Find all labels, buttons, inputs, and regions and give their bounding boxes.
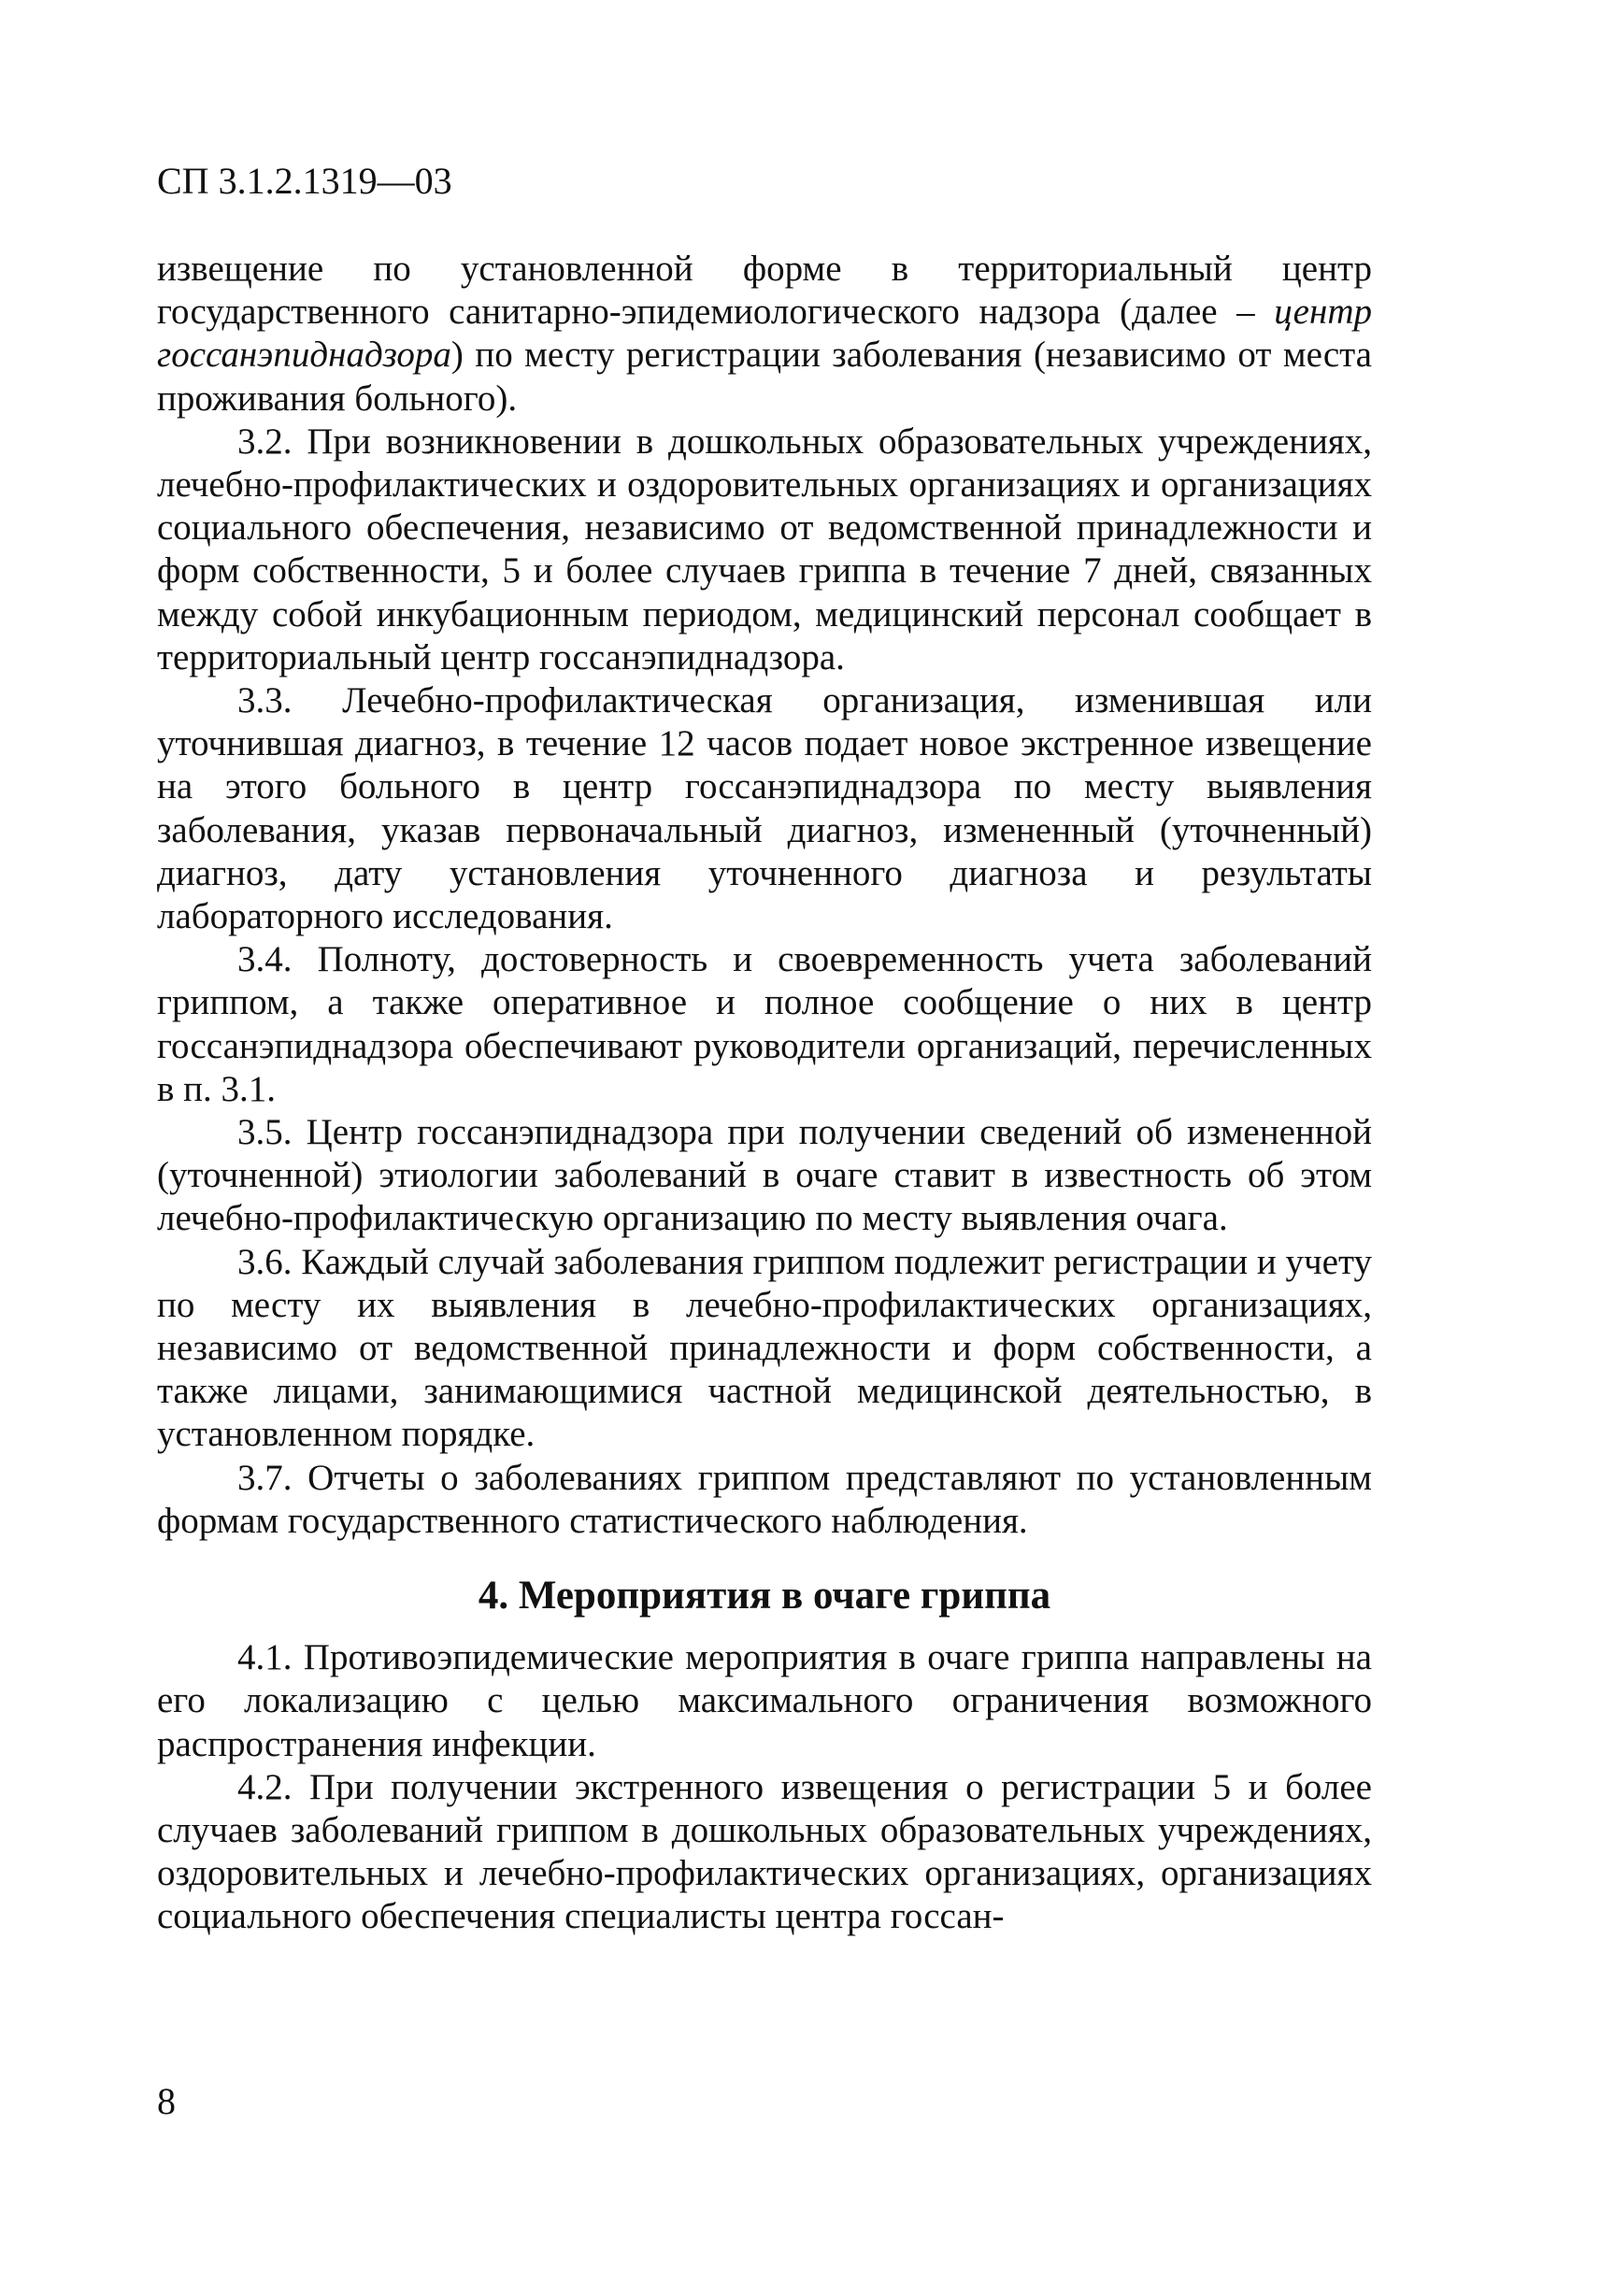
paragraph-3-7: 3.7. Отчеты о заболеваниях гриппом представляют по установленным формам государственного статистического наблюдения. [157,1457,1372,1541]
paragraph-3-6: 3.6. Каждый случай заболевания гриппом подлежит регистрации и учету по месту их выявления в лечебно-профилактических организациях, независимо от ведомственной принадлежности и форм собственности, а также лицами, занимающимися частной медицинской деятельностью, в установленном порядке. [157,1241,1372,1455]
section-4-title: 4. Мероприятия в очаге гриппа [478,1574,1051,1619]
page-number: 8 [157,2080,176,2122]
paragraph-3-5: 3.5. Центр госсанэпиднадзора при получении сведений об измененной (уточненной) этиологии заболеваний в очаге ставит в известность об этом лечебно-профилактическую организацию по месту выявления очага. [157,1112,1372,1239]
paragraph-continuation-italic: центр госсанэпиднадзора [157,292,1372,376]
document-body [157,248,1372,1939]
document-code: СП 3.1.2.1319—03 [157,160,452,202]
paragraph-3-2: 3.2. При возникновении в дошкольных образовательных учреждениях, лечебно-профилактических и оздоровительных организациях и организациях социального обеспечения, независимо от ведомственной принадлежности и форм собственности, 5 и более случаев гриппа в течение 7 дней, связанных между собой инкубационным периодом, медицинский персонал сообщает в территориальный центр госсанэпиднадзора. [157,421,1372,677]
paragraph-continuation-after: ) по месту регистрации заболевания (независимо от места проживания больного). [157,335,1372,419]
paragraph-4-2: 4.2. При получении экстренного извещения о регистрации 5 и более случаев заболеваний гриппом в дошкольных образовательных учреждениях, оздоровительных и лечебно-профилактических организациях, организациях социального обеспечения специалисты центра госсан- [157,1766,1372,1937]
paragraph-3-4: 3.4. Полноту, достоверность и своевременность учета заболеваний гриппом, а также оперативное и полное сообщение о них в центр госсанэпиднадзора обеспечивают руководители организаций, перечисленных в п. 3.1. [157,939,1372,1109]
paragraph-continuation [157,248,1372,421]
paragraph-3-3: 3.3. Лечебно-профилактическая организация, изменившая или уточнившая диагноз, в течение 12 часов подает новое экстренное извещение на этого больного в центр госсанэпиднадзора по месту выявления заболевания, указав первоначальный диагноз, измененный (уточненный) диагноз, дату установления уточненного диагноза и результаты лабораторного исследования. [157,680,1372,937]
paragraph-4-1: 4.1. Противоэпидемические мероприятия в очаге гриппа направлены на его локализацию с целью максимального ограничения возможного распространения инфекции. [157,1637,1372,1764]
paragraph-continuation-before: извещение по установленной форме в территориальный центр государственного санитарно-эпидемиологического надзора (далее – [157,249,1372,333]
